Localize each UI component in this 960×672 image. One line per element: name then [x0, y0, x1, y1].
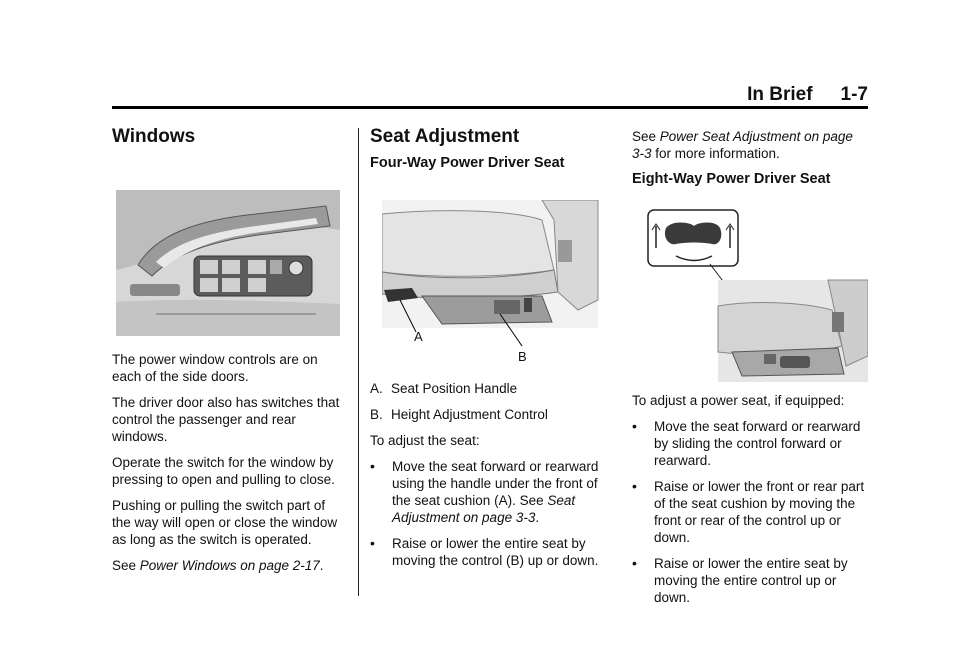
see-suffix: .	[319, 558, 324, 573]
eight-way-bullet-3	[632, 555, 868, 606]
windows-heading: Windows	[112, 126, 196, 147]
power-seat-adjustment-link[interactable]: Power Seat Adjustment on page 3-3	[632, 129, 853, 161]
windows-see-reference	[112, 557, 340, 574]
windows-column	[112, 128, 340, 583]
see-suffix: for more information.	[651, 146, 780, 161]
bullet-icon: •	[370, 535, 375, 551]
page-number: 1-7	[840, 84, 868, 105]
bullet-icon: •	[632, 478, 637, 494]
eight-way-column	[632, 128, 868, 615]
running-header	[747, 84, 868, 106]
four-way-figure	[382, 200, 610, 368]
bullet-icon: •	[632, 555, 637, 571]
windows-para-3: Operate the switch for the window by pressing to open and pulling to close.	[112, 455, 335, 487]
windows-para-1: The power window controls are on each of the side doors.	[112, 352, 318, 384]
seat-adjustment-heading: Seat Adjustment	[370, 126, 520, 147]
column-divider	[358, 128, 359, 596]
legend-b	[370, 406, 610, 423]
see-prefix: See	[112, 558, 140, 573]
windows-para-4: Pushing or pulling the switch part of the way will open or close the window as long as the switch is operated.	[112, 498, 338, 547]
seat-adjustment-link[interactable]: Seat Adjustment on page 3-3	[392, 493, 576, 525]
eight-way-bullet-1	[632, 418, 868, 469]
eight-way-intro: To adjust a power seat, if equipped:	[632, 393, 845, 408]
callout-b: B	[518, 349, 527, 364]
bullet-2-text: Raise or lower the entire seat by moving the control (B) up or down.	[392, 536, 599, 568]
eight-way-seat-illustration	[632, 206, 868, 382]
power-windows-link[interactable]: Power Windows on page 2-17	[139, 558, 320, 573]
bullet-icon: •	[370, 458, 375, 474]
bullet-icon: •	[632, 418, 637, 434]
windows-para-2: The driver door also has switches that control the passenger and rear windows.	[112, 395, 340, 444]
bullet-1-text: Move the seat forward or rearward using the handle under the front of the seat cushion (A). See	[392, 459, 599, 508]
section-title: In Brief	[747, 84, 813, 105]
door-switch-figure	[116, 190, 340, 336]
legend-b-text: Height Adjustment Control	[391, 407, 548, 422]
eight-way-see-reference	[632, 128, 868, 162]
callout-a: A	[414, 329, 423, 344]
legend-a-key: A.	[370, 381, 383, 396]
four-way-bullet-1	[370, 458, 610, 526]
legend-b-key: B.	[370, 407, 383, 422]
to-adjust-intro: To adjust the seat:	[370, 433, 480, 448]
legend-a-text: Seat Position Handle	[391, 381, 518, 396]
eight-way-heading: Eight-Way Power Driver Seat	[632, 171, 831, 187]
four-way-bullet-2	[370, 535, 610, 569]
bullet-1-suffix: .	[535, 510, 540, 525]
seat-column	[370, 128, 610, 578]
eight-way-bullet-2-text: Raise or lower the front or rear part of the seat cushion by moving the front or rear of the control up or down.	[654, 479, 865, 545]
eight-way-bullet-3-text: Raise or lower the entire seat by moving the entire control up or down.	[654, 556, 848, 605]
header-rule	[112, 106, 868, 109]
see-prefix: See	[632, 129, 660, 144]
eight-way-bullet-2	[632, 478, 868, 546]
four-way-heading: Four-Way Power Driver Seat	[370, 155, 565, 171]
legend-a	[370, 380, 610, 397]
eight-way-bullet-1-text: Move the seat forward or rearward by sliding the control forward or rearward.	[654, 419, 861, 468]
